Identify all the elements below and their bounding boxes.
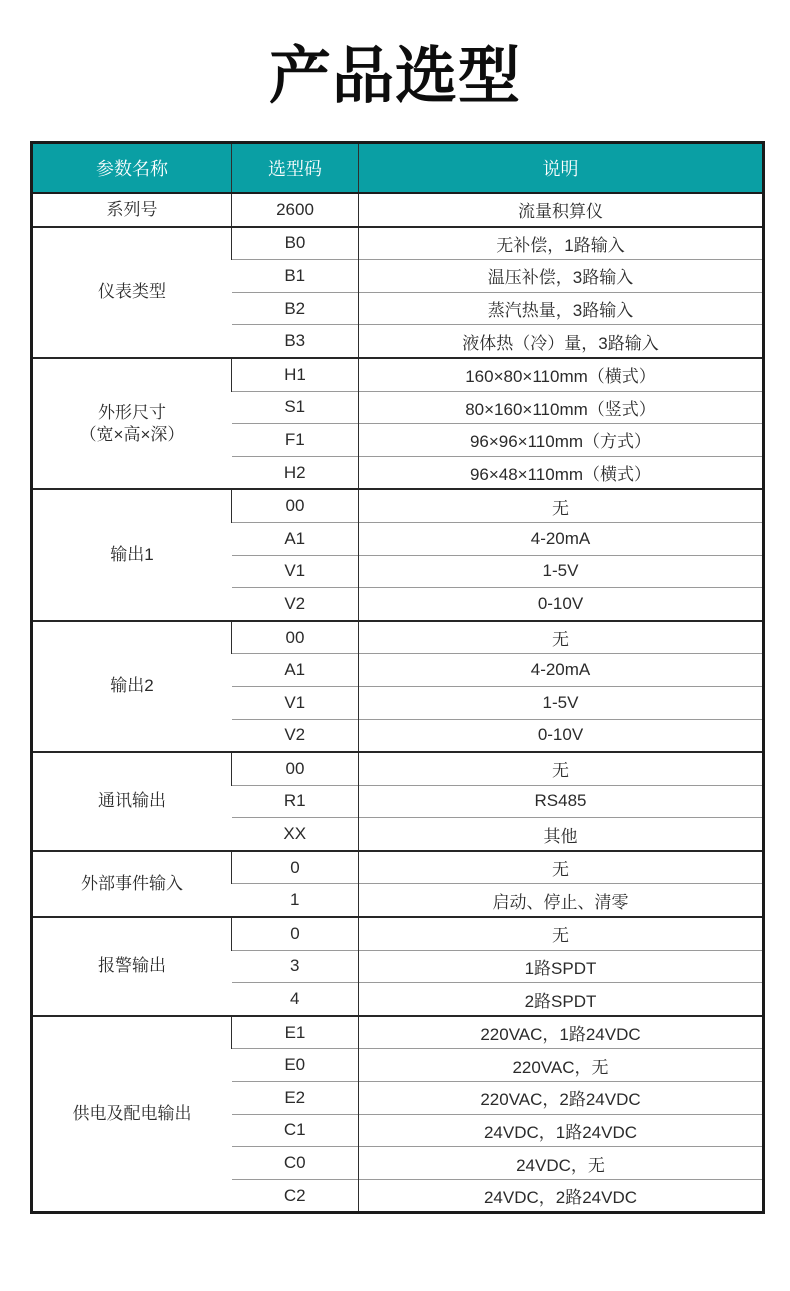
description-cell: 蒸汽热量，3路输入 (359, 292, 764, 325)
selection-code-cell: S1 (232, 391, 359, 424)
selection-code-cell: V1 (232, 686, 359, 719)
param-name-cell: 仪表类型 (32, 227, 232, 358)
param-name-line2: （宽×高×深） (79, 424, 185, 444)
selection-code-cell: E2 (232, 1082, 359, 1115)
table-row (32, 489, 764, 522)
description-cell: 无 (359, 851, 764, 884)
description-cell: 220VAC，无 (359, 1049, 764, 1082)
description-cell: 0-10V (359, 588, 764, 621)
param-name-cell (32, 358, 232, 489)
description-cell: 96×48×110mm（横式） (359, 456, 764, 489)
selection-code-cell: A1 (232, 654, 359, 687)
selection-code-cell: C1 (232, 1114, 359, 1147)
table-row (32, 851, 764, 884)
param-name-cell: 供电及配电输出 (32, 1016, 232, 1213)
selection-code-cell: XX (232, 818, 359, 851)
param-name-cell: 通讯输出 (32, 752, 232, 851)
description-cell: 2路SPDT (359, 983, 764, 1016)
selection-code-cell: 1 (232, 884, 359, 917)
selection-code-cell: 00 (232, 752, 359, 785)
description-cell: 其他 (359, 818, 764, 851)
selection-code-cell: 4 (232, 983, 359, 1016)
description-cell: 流量积算仪 (359, 193, 764, 227)
description-cell: 4-20mA (359, 654, 764, 687)
selection-code-cell: 00 (232, 621, 359, 654)
selection-code-cell: H1 (232, 358, 359, 391)
param-name-cell: 报警输出 (32, 917, 232, 1016)
description-cell: 液体热（冷）量，3路输入 (359, 325, 764, 358)
description-cell: 无 (359, 917, 764, 950)
selection-code-cell: H2 (232, 456, 359, 489)
table-row (32, 358, 764, 391)
selection-code-cell: V1 (232, 555, 359, 588)
description-cell: 160×80×110mm（横式） (359, 358, 764, 391)
description-cell: 0-10V (359, 719, 764, 752)
description-cell: 温压补偿，3路输入 (359, 260, 764, 293)
table-body (32, 193, 764, 1213)
selection-code-cell: B1 (232, 260, 359, 293)
page-title: 产品选型 (268, 42, 521, 111)
header-description: 说明 (359, 143, 764, 194)
description-cell: 24VDC，无 (359, 1147, 764, 1180)
param-name-cell: 输出1 (32, 489, 232, 620)
table-row (32, 621, 764, 654)
description-cell: 1-5V (359, 686, 764, 719)
description-cell: 220VAC，2路24VDC (359, 1082, 764, 1115)
selection-code-cell: A1 (232, 522, 359, 555)
description-cell: 无补偿，1路输入 (359, 227, 764, 260)
description-cell: 24VDC，1路24VDC (359, 1114, 764, 1147)
selection-code-cell: B3 (232, 325, 359, 358)
selection-code-cell: R1 (232, 785, 359, 818)
param-name-cell: 系列号 (32, 193, 232, 227)
selection-code-cell: E0 (232, 1049, 359, 1082)
param-name-cell: 输出2 (32, 621, 232, 752)
table-row (32, 227, 764, 260)
selection-code-cell: 0 (232, 917, 359, 950)
selection-code-cell: F1 (232, 424, 359, 457)
selection-code-cell: B0 (232, 227, 359, 260)
selection-code-cell: 0 (232, 851, 359, 884)
description-cell: 4-20mA (359, 522, 764, 555)
description-cell: 无 (359, 489, 764, 522)
description-cell: 无 (359, 621, 764, 654)
product-selection-table (30, 141, 765, 1214)
selection-code-cell: 3 (232, 950, 359, 983)
table-row (32, 1016, 764, 1049)
selection-code-cell: C2 (232, 1179, 359, 1213)
description-cell: RS485 (359, 785, 764, 818)
description-cell: 80×160×110mm（竖式） (359, 391, 764, 424)
selection-code-cell: 2600 (232, 193, 359, 227)
header-param-name: 参数名称 (32, 143, 232, 194)
selection-code-cell: V2 (232, 588, 359, 621)
table-row (32, 917, 764, 950)
table-row (32, 193, 764, 227)
description-cell: 无 (359, 752, 764, 785)
header-selection-code: 选型码 (232, 143, 359, 194)
selection-code-cell: E1 (232, 1016, 359, 1049)
selection-code-cell: B2 (232, 292, 359, 325)
param-name-cell: 外部事件输入 (32, 851, 232, 917)
description-cell: 24VDC，2路24VDC (359, 1179, 764, 1213)
description-cell: 启动、停止、清零 (359, 884, 764, 917)
description-cell: 220VAC，1路24VDC (359, 1016, 764, 1049)
description-cell: 96×96×110mm（方式） (359, 424, 764, 457)
description-cell: 1路SPDT (359, 950, 764, 983)
description-cell: 1-5V (359, 555, 764, 588)
selection-code-cell: 00 (232, 489, 359, 522)
table-row (32, 752, 764, 785)
selection-code-cell: C0 (232, 1147, 359, 1180)
param-name-line1: 外形尺寸 (98, 402, 166, 422)
selection-code-cell: V2 (232, 719, 359, 752)
table-header-row (32, 143, 764, 194)
